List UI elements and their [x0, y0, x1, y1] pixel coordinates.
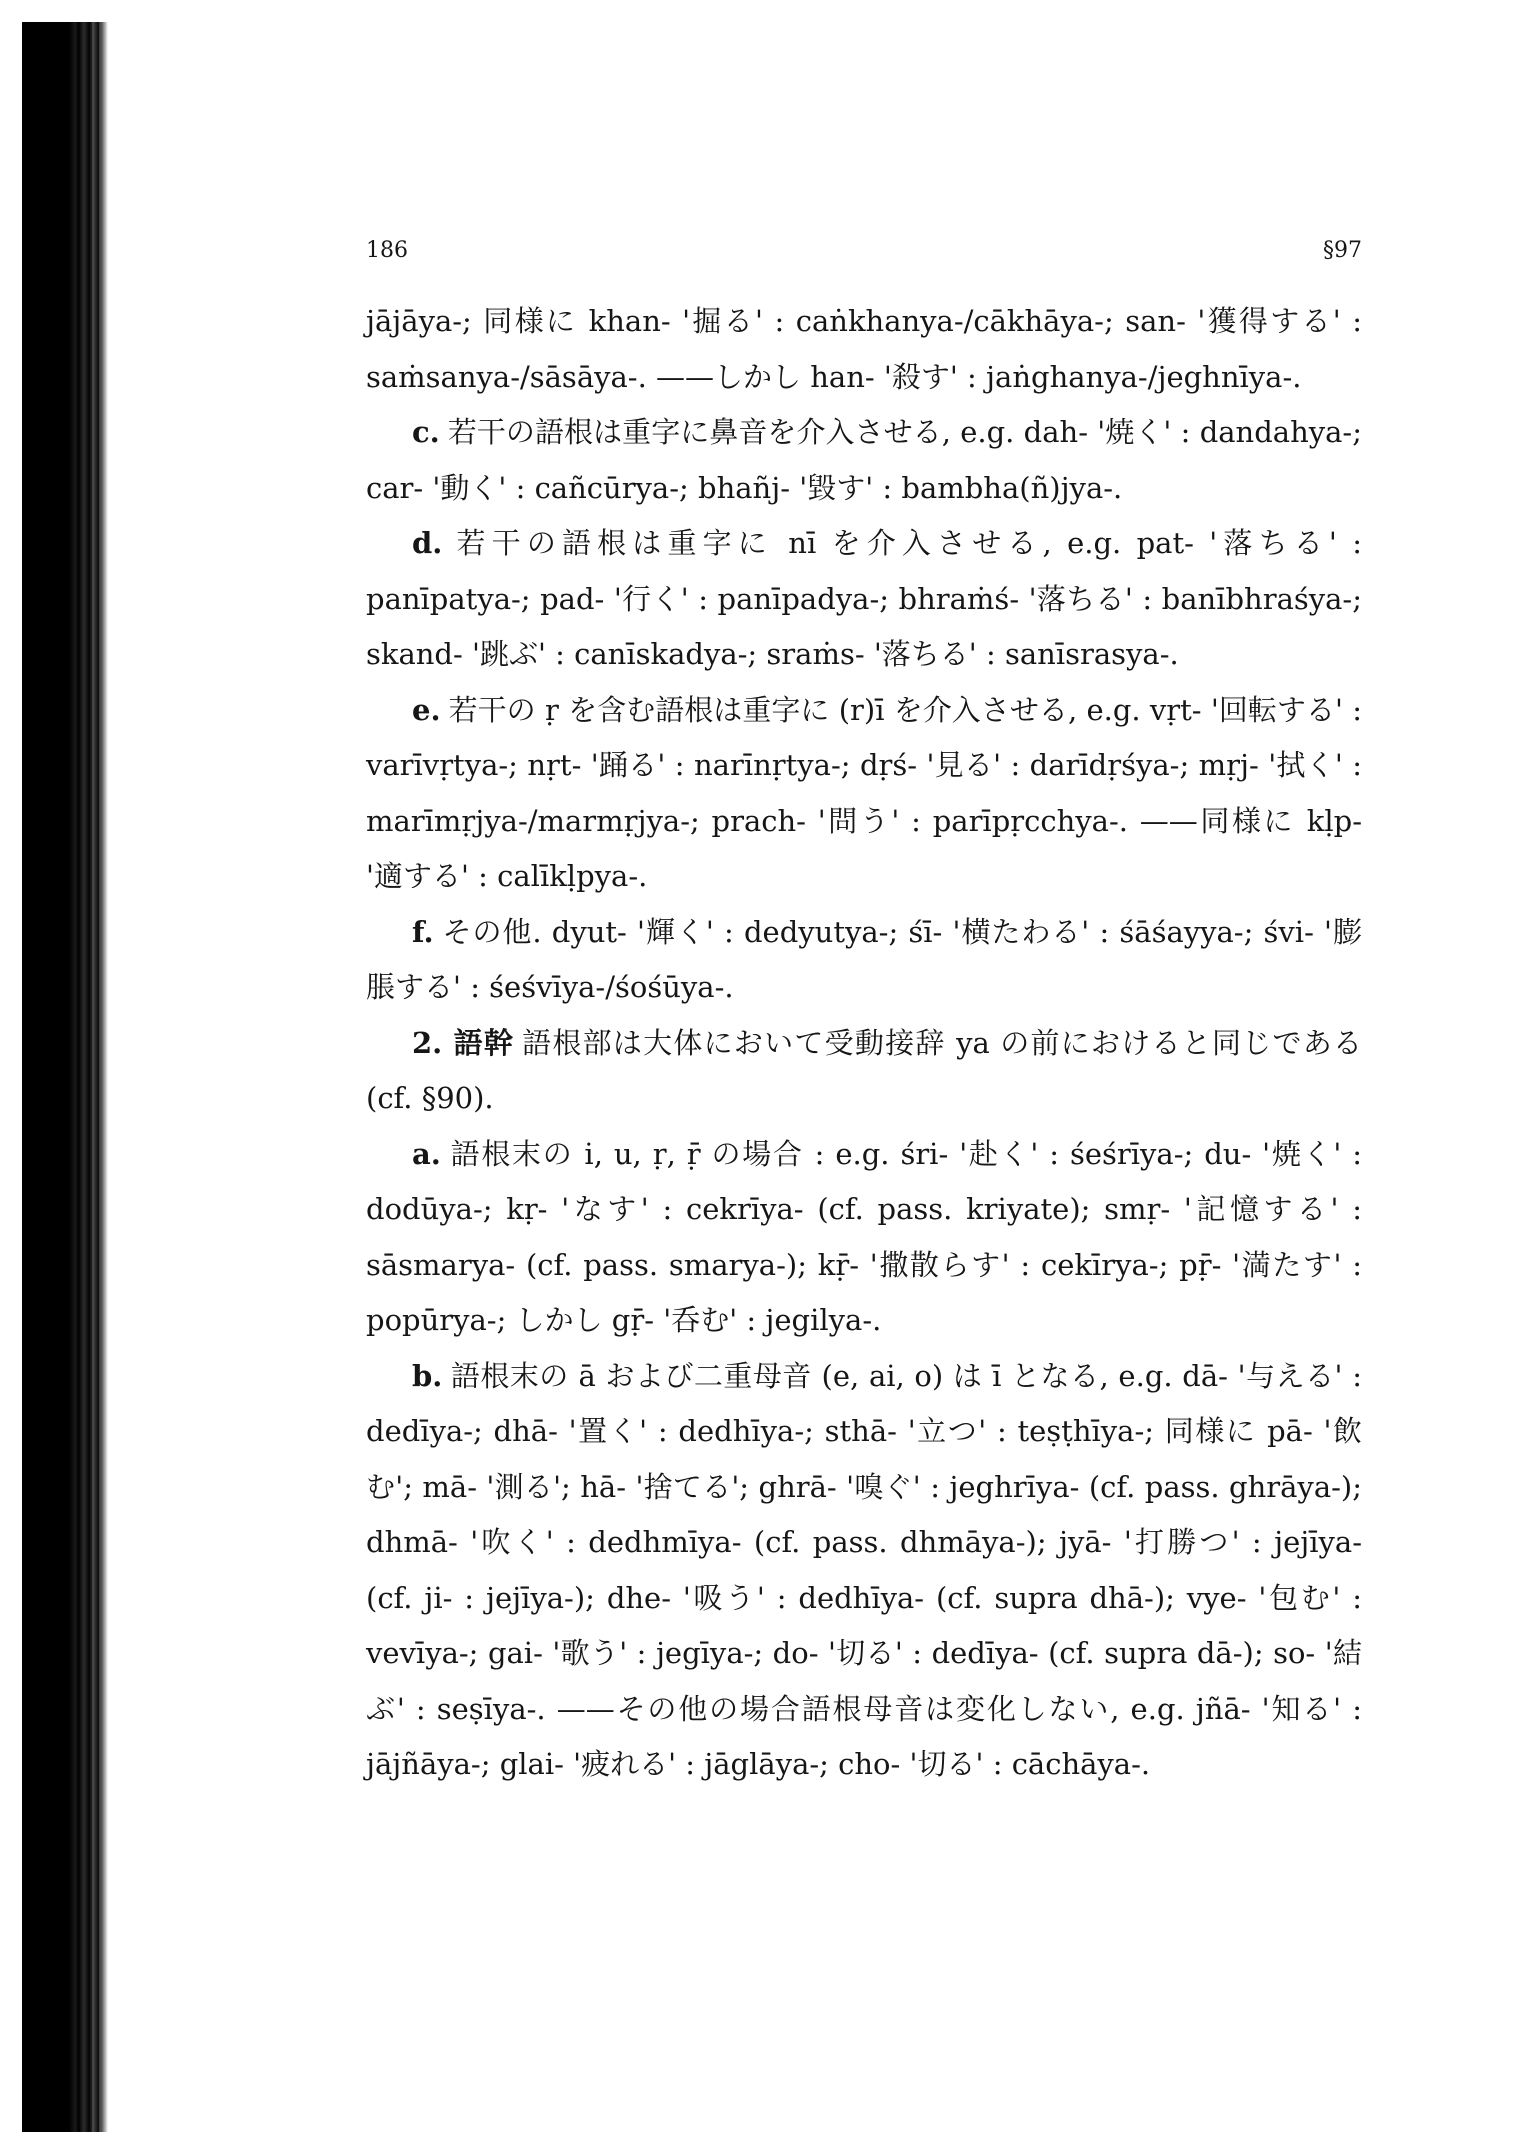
- scan-binding-streak: [99, 22, 101, 2132]
- scan-binding-shadow: [22, 22, 108, 2132]
- paragraph-text: 語根末の ā および二重母音 (e, ai, o) は ī となる, e.g. dā- '与える' : dedīya-; dhā- '置く' : dedhīya-; sthā- '立つ' : teṣṭhīya-; 同様に pā- '飲む'; mā- '測る'; hā- '捨てる'; ghrā- '嗅ぐ' : jeghrīya- (cf. pass. ghrāya-); dhmā- '吹く' : dedhmīya- (cf. pass. dhmāya-); jyā- '打勝つ' : jejīya- (cf. ji- : jejīya-); dhe- '吸う' : dedhīya- (cf. supra dhā-); vye- '包む' : vevīya-; gai- '歌う' : jegīya-; do- '切る' : dedīya- (cf. supra dā-); so- '結ぶ' : seṣīya-. ——その他の場合語根母音は変化しない, e.g. jñā- '知る' : jājñāya-; glai- '疲れる' : jāglāya-; cho- '切る' : cāchāya-.: [366, 1358, 1362, 1781]
- page-number: 186: [366, 238, 408, 263]
- paragraph-text: 若干の語根は重字に鼻音を介入させる, e.g. dah- '焼く' : dandahya-; car- '動く' : cañcūrya-; bhañj- '毀す' : bambha(ñ)jya-.: [366, 415, 1362, 505]
- scan-binding-streak: [92, 22, 94, 2132]
- section-number: §97: [1323, 238, 1362, 263]
- section-heading: 2. 語幹: [412, 1025, 515, 1060]
- paragraph-label: e.: [412, 692, 441, 727]
- paragraph-text: 語根部は大体において受動接辞 ya の前におけると同じである (cf. §90).: [366, 1025, 1362, 1115]
- paragraph-label: b.: [412, 1358, 443, 1393]
- paragraph-text: その他. dyut- '輝く' : dedyutya-; śī- '横たわる' : śāśayya-; śvi- '膨脹する' : śeśvīya-/śośūya-.: [366, 914, 1362, 1004]
- paragraph-label: a.: [412, 1136, 441, 1171]
- paragraph-text: 若干の語根は重字に nī を介入させる, e.g. pat- '落ちる' : panīpatya-; pad- '行く' : panīpadya-; bhraṁś- '落ちる' : banībhraśya-; skand- '跳ぶ' : canīskadya-; sraṁs- '落ちる' : sanīsrasya-.: [366, 526, 1362, 671]
- book-page: [366, 238, 1362, 1793]
- paragraph-text: jājāya-; 同様に khan- '掘る' : caṅkhanya-/cākhāya-; san- '獲得する' : saṁsanya-/sāsāya-. ——しかし han- '殺す' : jaṅghanya-/jeghnīya-.: [366, 304, 1362, 394]
- paragraph-e: [366, 683, 1362, 905]
- paragraph-c: [366, 405, 1362, 516]
- paragraph-label: f.: [412, 914, 434, 949]
- running-header: [366, 238, 1362, 278]
- paragraph-b: [366, 1349, 1362, 1793]
- paragraph-d: [366, 516, 1362, 683]
- paragraph-label: d.: [412, 526, 443, 560]
- paragraph-continuation: [366, 294, 1362, 405]
- paragraph-2-stem: [366, 1016, 1362, 1127]
- paragraph-a: [366, 1127, 1362, 1349]
- paragraph-text: 若干の ṛ を含む語根は重字に (r)ī を介入させる, e.g. vṛt- '回転する' : varīvṛtya-; nṛt- '踊る' : narīnṛtya-; dṛś- '見る' : darīdṛśya-; mṛj- '拭く' : marīmṛjya-/marmṛjya-; prach- '問う' : parīpṛcchya-. ——同様に kḷp- '適する' : calīkḷpya-.: [366, 692, 1362, 893]
- paragraph-label: c.: [412, 415, 440, 449]
- paragraph-f: [366, 905, 1362, 1016]
- paragraph-text: 語根末の i, u, ṛ, ṝ の場合 : e.g. śri- '赴く' : śeśrīya-; du- '焼く' : dodūya-; kṛ- 'なす' : cekrīya- (cf. pass. kriyate); smṛ- '記憶する' : sāsmarya- (cf. pass. smarya-); kṝ- '撒散らす' : cekīrya-; pṝ- '満たす' : popūrya-; しかし gṝ- '呑む' : jegilya-.: [366, 1136, 1362, 1337]
